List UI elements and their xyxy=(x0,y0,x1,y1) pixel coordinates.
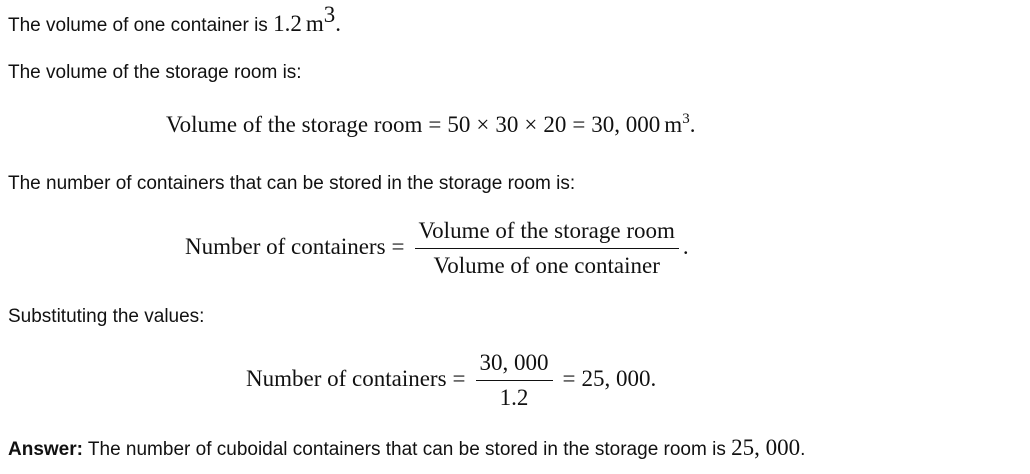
containers-result: 25, 000 xyxy=(581,365,651,391)
sentence-text: The volume of one container is xyxy=(8,15,274,36)
container-volume-value: 1.2 xyxy=(273,11,302,36)
period: . xyxy=(335,11,341,36)
width-value: 30 xyxy=(495,112,519,137)
unit: m xyxy=(305,11,324,36)
equation-lhs: Number of containers xyxy=(185,233,386,259)
substituting-heading: Substituting the values: xyxy=(8,306,205,327)
room-volume-result: 30, 000 xyxy=(591,112,661,137)
height-value: 20 xyxy=(543,112,567,137)
number-of-containers-heading: The number of containers that can be stored in the storage room is: xyxy=(8,173,576,194)
period: . xyxy=(800,439,806,460)
answer-value: 25, 000 xyxy=(731,435,801,460)
fraction-denominator: Volume of one container xyxy=(433,253,660,278)
fraction xyxy=(415,218,679,279)
exponent: 3 xyxy=(323,2,336,27)
storage-room-volume-heading: The volume of the storage room is: xyxy=(8,62,302,83)
period: . xyxy=(650,365,657,391)
equals-sign: = xyxy=(452,365,466,391)
answer-text: The number of cuboidal containers that can be stored in the storage room is xyxy=(82,439,732,460)
equation-lhs: Volume of the storage room xyxy=(166,112,423,137)
equals-sign: = xyxy=(428,112,442,137)
volume-one-container-sentence xyxy=(8,2,341,37)
storage-room-volume-equation xyxy=(166,112,695,138)
answer-sentence xyxy=(8,435,805,461)
times-sign: × xyxy=(476,112,490,137)
period: . xyxy=(689,112,696,137)
times-sign: × xyxy=(524,112,538,137)
unit: m xyxy=(664,112,683,137)
fraction xyxy=(476,350,553,411)
equals-sign: = xyxy=(562,365,576,391)
exponent: 3 xyxy=(682,111,690,127)
substitution-equation xyxy=(246,350,656,411)
fraction-numerator: 30, 000 xyxy=(476,350,553,381)
fraction-denominator: 1.2 xyxy=(499,385,529,410)
equals-sign: = xyxy=(572,112,586,137)
equation-lhs: Number of containers xyxy=(246,365,447,391)
answer-label: Answer: xyxy=(8,439,83,460)
length-value: 50 xyxy=(447,112,471,137)
fraction-numerator: Volume of the storage room xyxy=(415,218,679,249)
equals-sign: = xyxy=(391,233,405,259)
period: . xyxy=(682,233,689,259)
containers-formula xyxy=(185,218,689,279)
